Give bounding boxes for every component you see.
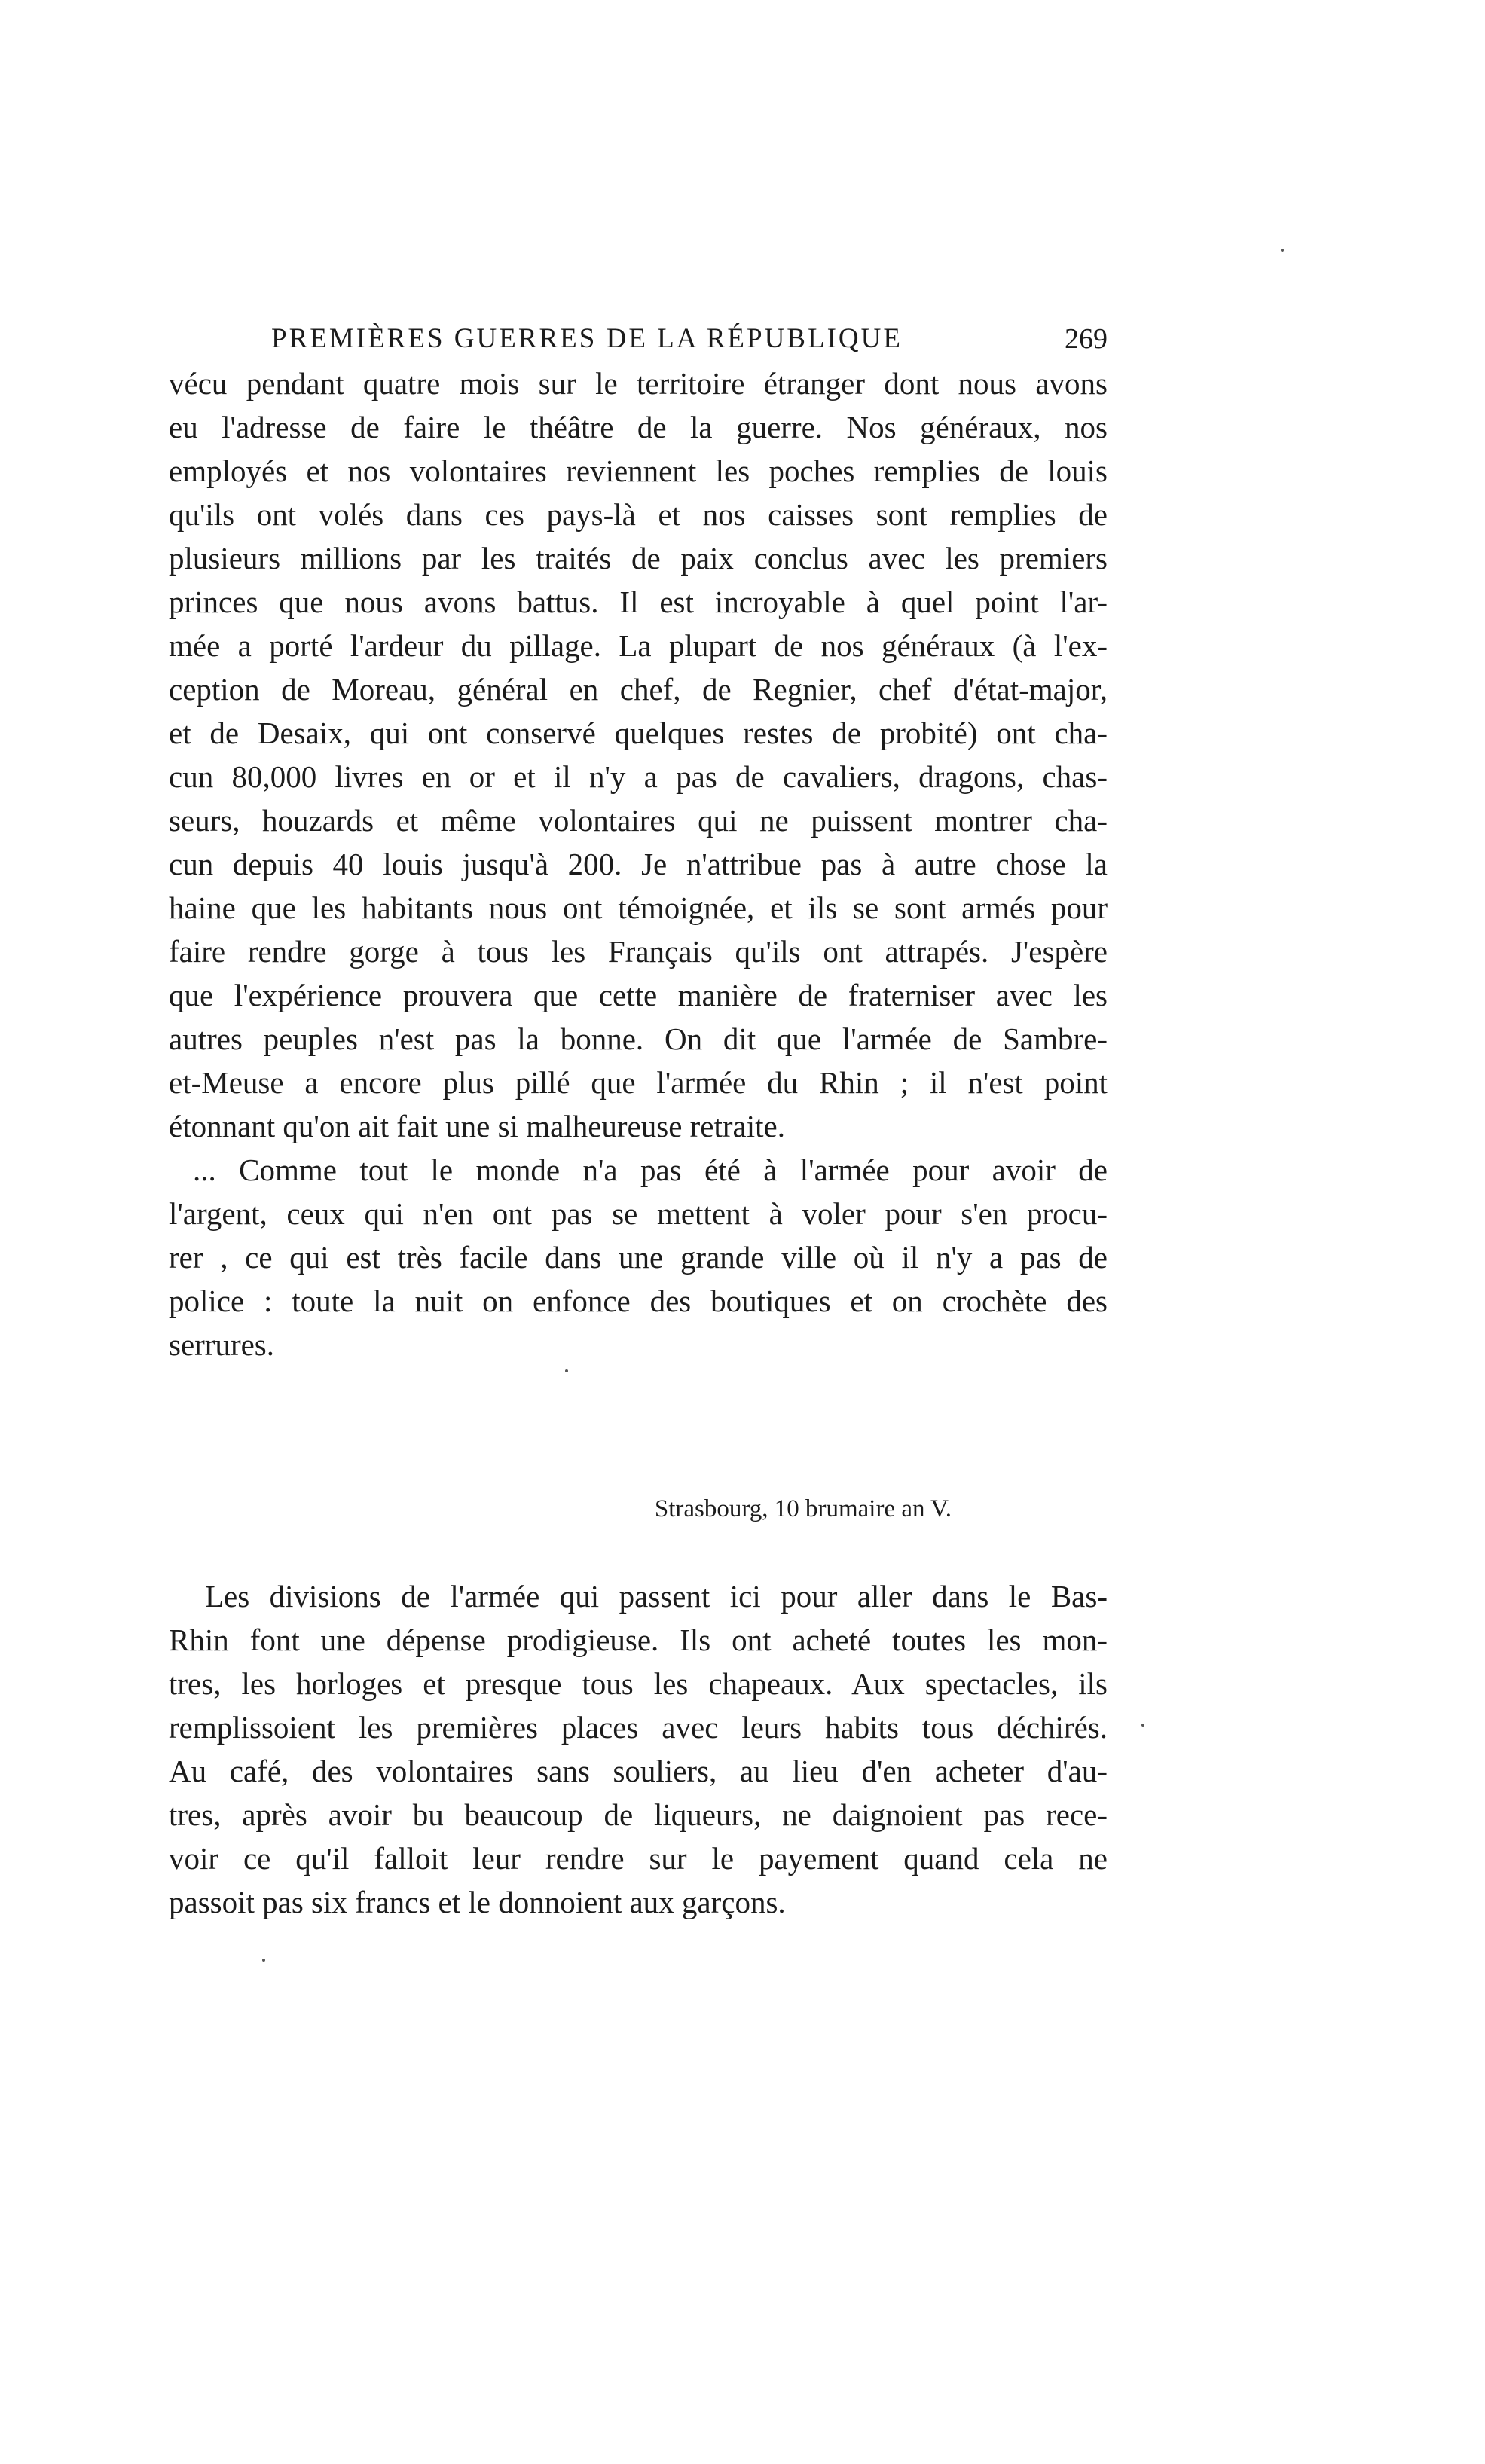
paper-speck: [565, 1369, 568, 1372]
text-line: qu'ils ont volés dans ces pays-là et nos caisses sont remplies de: [169, 497, 1108, 532]
text-line: rer , ce qui est très facile dans une grande ville où il n'y a pas de: [169, 1240, 1108, 1275]
paper-speck: [1141, 1724, 1144, 1727]
text-line: et-Meuse a encore plus pillé que l'armée du Rhin ; il n'est point: [169, 1065, 1108, 1100]
text-line: passoit pas six francs et le donnoient aux garçons.: [169, 1885, 786, 1919]
text-line: Les divisions de l'armée qui passent ici pour aller dans le Bas-: [205, 1579, 1108, 1614]
text-line: cun depuis 40 louis jusqu'à 200. Je n'attribue pas à autre chose la: [169, 847, 1108, 881]
paragraph-3: [169, 1574, 1108, 1924]
text-line: que l'expérience prouvera que cette manière de fraterniser avec les: [169, 978, 1108, 1012]
text-line: vécu pendant quatre mois sur le territoire étranger dont nous avons: [169, 366, 1108, 401]
text-line: cun 80,000 livres en or et il n'y a pas de cavaliers, dragons, chas-: [169, 759, 1108, 794]
text-line: autres peuples n'est pas la bonne. On dit que l'armée de Sambre-: [169, 1021, 1108, 1056]
paper-speck: [1281, 249, 1284, 252]
text-line: haine que les habitants nous ont témoignée, et ils se sont armés pour: [169, 890, 1108, 925]
text-line: plusieurs millions par les traités de paix conclus avec les premiers: [169, 541, 1108, 576]
text-line: princes que nous avons battus. Il est incroyable à quel point l'ar-: [169, 585, 1108, 619]
paper-speck: [262, 1959, 265, 1962]
text-line: seurs, houzards et même volontaires qui ne puissent montrer cha-: [169, 803, 1108, 838]
text-line: voir ce qu'il falloit leur rendre sur le payement quand cela ne: [169, 1841, 1108, 1876]
text-line: ception de Moreau, général en chef, de Regnier, chef d'état-major,: [169, 672, 1108, 707]
text-line: ... Comme tout le monde n'a pas été à l'armée pour avoir de: [193, 1153, 1108, 1187]
paragraph-2: [169, 1148, 1108, 1366]
running-head: [172, 316, 1108, 362]
dateline: Strasbourg, 10 brumaire an V.: [654, 1495, 952, 1522]
text-line: remplissoient les premières places avec leurs habits tous déchirés.: [169, 1710, 1108, 1745]
text-line: tres, les horloges et presque tous les chapeaux. Aux spectacles, ils: [169, 1666, 1108, 1701]
text-line: et de Desaix, qui ont conservé quelques restes de probité) ont cha-: [169, 716, 1108, 750]
running-title: PREMIÈRES GUERRES DE LA RÉPUBLIQUE: [271, 323, 903, 354]
text-line: étonnant qu'on ait fait une si malheureuse retraite.: [169, 1109, 785, 1143]
text-line: eu l'adresse de faire le théâtre de la guerre. Nos généraux, nos: [169, 410, 1108, 444]
text-line: Rhin font une dépense prodigieuse. Ils ont acheté toutes les mon-: [169, 1623, 1108, 1657]
text-line: l'argent, ceux qui n'en ont pas se mettent à voler pour s'en procu-: [169, 1196, 1108, 1231]
text-line: employés et nos volontaires reviennent les poches remplies de louis: [169, 453, 1108, 488]
paragraph-1: [169, 362, 1108, 1148]
text-line: Au café, des volontaires sans souliers, au lieu d'en acheter d'au-: [169, 1754, 1108, 1788]
text-line: tres, après avoir bu beaucoup de liqueurs, ne daignoient pas rece-: [169, 1797, 1108, 1832]
text-line: mée a porté l'ardeur du pillage. La plupart de nos généraux (à l'ex-: [169, 628, 1108, 663]
page-number: 269: [1065, 323, 1108, 355]
text-line: serrures.: [169, 1327, 275, 1362]
text-line: faire rendre gorge à tous les Français qu'ils ont attrapés. J'espère: [169, 934, 1108, 969]
text-line: police : toute la nuit on enfonce des boutiques et on crochète des: [169, 1284, 1108, 1318]
